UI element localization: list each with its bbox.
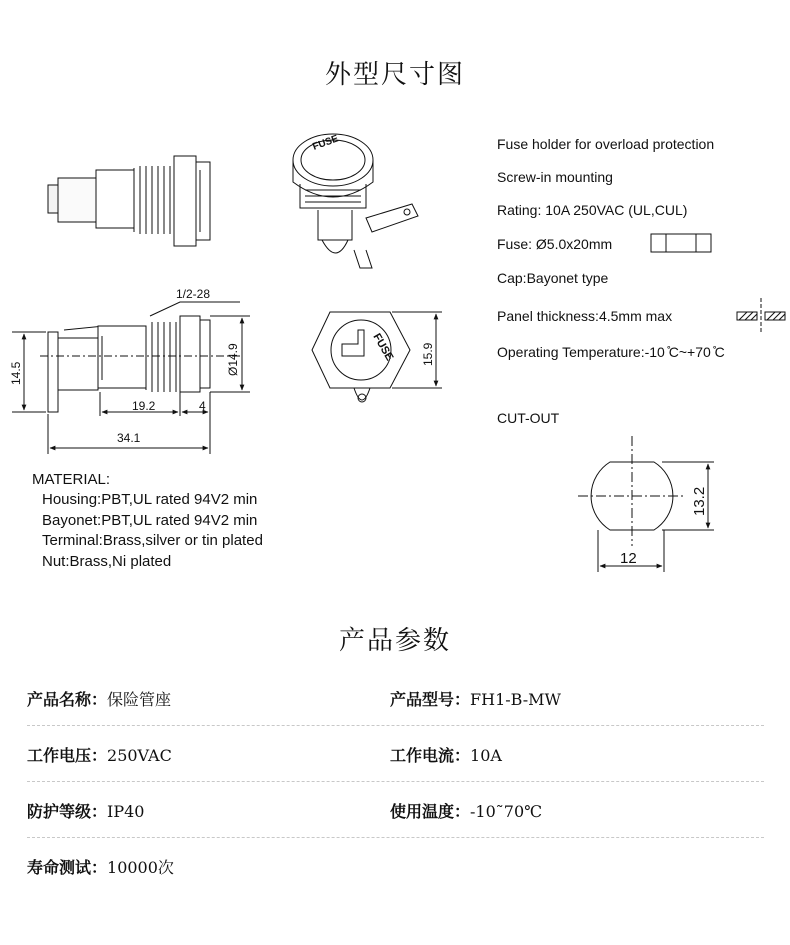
param-key: 寿命测试： <box>27 858 108 877</box>
cutout-height-label: 13.2 <box>691 486 708 516</box>
param-value: FH1-B-MW <box>470 690 561 709</box>
cutout-heading: CUT-OUT <box>497 410 560 426</box>
cutout-width-label: 12 <box>620 550 637 567</box>
spec-line: Screw-in mounting <box>497 169 613 185</box>
parameters-title: 产品参数 <box>338 626 451 656</box>
nut-length-label: 4 <box>199 399 206 413</box>
diameter-label: Ø14.9 <box>226 343 240 376</box>
body-length-label: 19.2 <box>132 399 156 413</box>
thread-lines-bottom <box>146 322 176 392</box>
param-value: -10˜70℃ <box>470 802 543 821</box>
material-heading: MATERIAL: <box>32 471 111 488</box>
material-line: Bayonet:PBT,UL rated 94V2 min <box>42 512 258 529</box>
panel-thickness-icon <box>737 298 785 332</box>
param-row <box>27 725 764 782</box>
param-row <box>27 781 764 838</box>
thread-lines-top <box>134 166 170 234</box>
cap-text-front: FUSE <box>370 331 396 363</box>
param-row <box>27 669 764 726</box>
spec-line: Panel thickness:4.5mm max <box>497 308 673 324</box>
param-key: 防护等级： <box>27 802 108 821</box>
thread-label: 1/2-28 <box>176 287 211 301</box>
param-value: 10A <box>470 746 502 765</box>
spec-line: Cap:Bayonet type <box>497 270 609 286</box>
height-label: 14.5 <box>9 361 23 385</box>
spec-line: Operating Temperature:-10 ̊C~+70 ̊C <box>497 344 725 360</box>
total-length-label: 34.1 <box>117 431 141 445</box>
side-view-top <box>48 156 210 246</box>
spec-line: Fuse: Ø5.0x20mm <box>497 236 613 252</box>
hex-height-label: 15.9 <box>421 342 435 366</box>
param-row <box>27 837 764 893</box>
param-key: 产品名称： <box>27 690 108 709</box>
param-key: 工作电流： <box>390 746 471 765</box>
perspective-view <box>293 134 418 268</box>
param-value: 10000次 <box>107 858 174 877</box>
material-line: Housing:PBT,UL rated 94V2 min <box>42 491 258 508</box>
cap-text-perspective: FUSE <box>311 133 341 153</box>
material-line: Nut:Brass,Ni plated <box>42 553 172 570</box>
param-value: 保险管座 <box>107 690 172 709</box>
param-value: IP40 <box>107 802 145 821</box>
param-value: 250VAC <box>107 746 172 765</box>
material-line: Terminal:Brass,silver or tin plated <box>42 532 263 549</box>
spec-line: Rating: 10A 250VAC (UL,CUL) <box>497 202 688 218</box>
param-key: 产品型号： <box>390 690 471 709</box>
param-key: 工作电压： <box>27 746 108 765</box>
dimension-drawing-title: 外型尺寸图 <box>324 60 465 90</box>
param-key: 使用温度： <box>390 802 471 821</box>
fuse-symbol-icon <box>651 234 711 252</box>
spec-line: Fuse holder for overload protection <box>497 136 715 152</box>
